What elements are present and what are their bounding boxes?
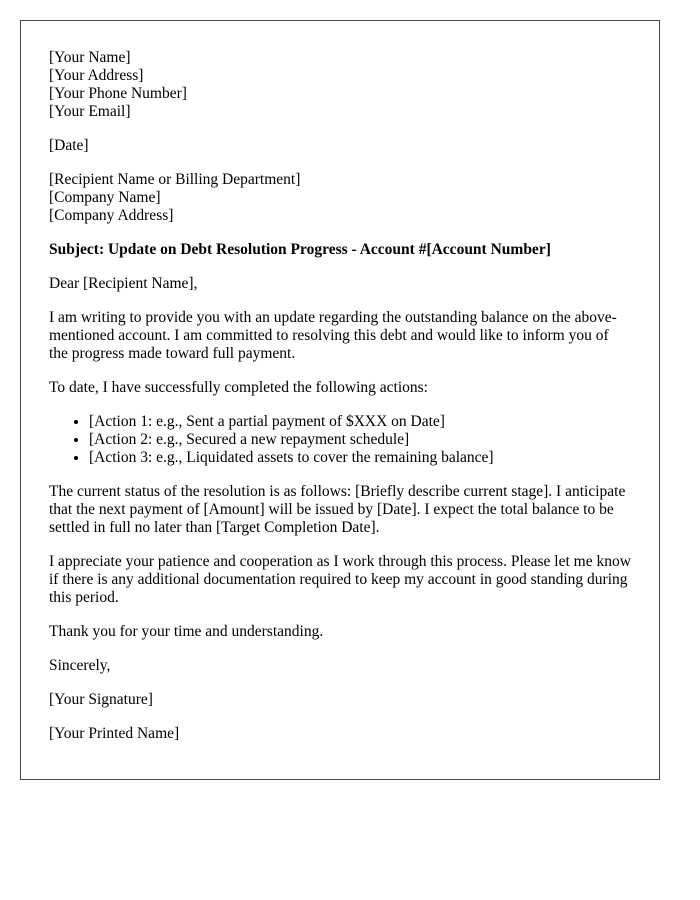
appreciation-paragraph: I appreciate your patience and cooperation as I work through this process. Please let me know if there is any additional documentation required to keep my account in good standing during this period.: [49, 553, 631, 606]
closing: Sincerely,: [49, 657, 111, 674]
actions-list: [49, 413, 631, 467]
list-item: • [Action 1: e.g., Sent a partial payment of $XXX on Date]: [89, 413, 631, 431]
signature-line: [Your Signature]: [49, 691, 153, 708]
printed-name-line: [Your Printed Name]: [49, 725, 180, 742]
sender-phone: [Your Phone Number]: [49, 85, 187, 102]
recipient-block: [49, 171, 631, 225]
salutation: Dear [Recipient Name],: [49, 275, 198, 292]
intro-paragraph: I am writing to provide you with an update regarding the outstanding balance on the above-mentioned account. I am committed to resolving this debt and would like to inform you of the progress made toward full payment.: [49, 309, 617, 362]
subject-line: Subject: Update on Debt Resolution Progress - Account #[Account Number]: [49, 241, 551, 258]
recipient-address: [Company Address]: [49, 207, 174, 224]
thanks-paragraph: Thank you for your time and understanding.: [49, 623, 324, 640]
actions-intro-paragraph: To date, I have successfully completed the following actions:: [49, 379, 428, 396]
letter: [20, 20, 660, 780]
sender-address: [Your Address]: [49, 67, 144, 84]
sender-name: [Your Name]: [49, 49, 131, 66]
list-item: • [Action 2: e.g., Secured a new repayment schedule]: [89, 431, 631, 449]
list-item: • [Action 3: e.g., Liquidated assets to cover the remaining balance]: [89, 449, 631, 467]
date-line: [Date]: [49, 137, 89, 154]
status-paragraph: The current status of the resolution is as follows: [Briefly describe current stage]. I anticipate that the next payment of [Amount] will be issued by [Date]. I expect the total balance to be settled in full no later than [Target Completion Date].: [49, 483, 626, 536]
sender-email: [Your Email]: [49, 103, 131, 120]
recipient-name: [Recipient Name or Billing Department]: [49, 171, 301, 188]
sender-block: [49, 49, 631, 121]
recipient-company: [Company Name]: [49, 189, 161, 206]
